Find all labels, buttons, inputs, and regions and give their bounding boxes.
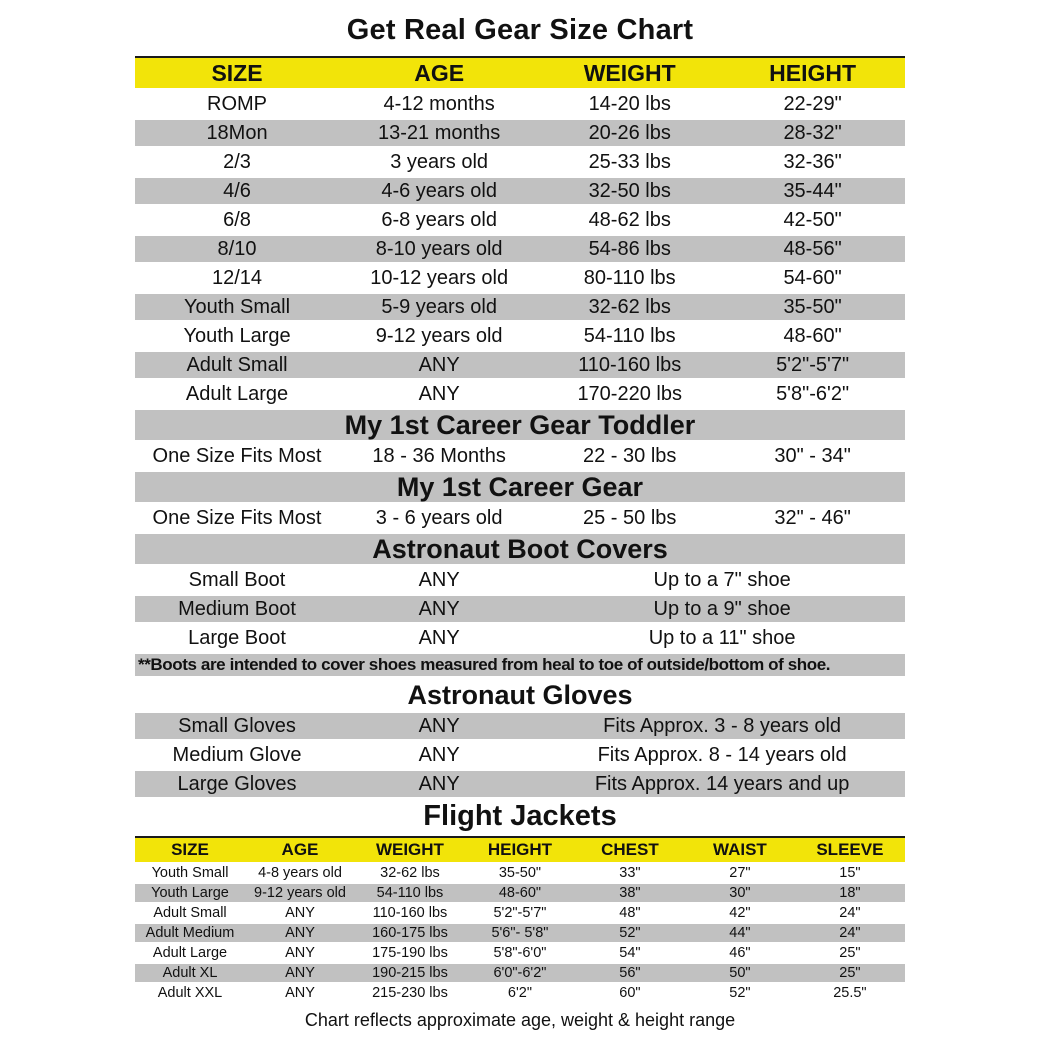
cell: ANY <box>418 773 460 795</box>
chart-disclaimer: Chart reflects approximate age, weight & height range <box>304 1010 736 1030</box>
cell: Youth Small <box>184 296 291 318</box>
table-row <box>135 149 905 175</box>
table-row <box>135 207 905 233</box>
cell: ANY <box>418 383 460 405</box>
cell: 48-60" <box>498 885 542 901</box>
cell: 48-60" <box>783 325 842 347</box>
table-row <box>135 596 905 622</box>
cell: 9-12 years old <box>254 885 346 901</box>
cell: 18" <box>839 885 861 901</box>
table-row <box>135 265 905 291</box>
cell: 9-12 years old <box>375 325 503 347</box>
cell: ANY <box>285 905 315 921</box>
table-row <box>135 884 905 902</box>
cell: Medium Glove <box>172 744 302 766</box>
cell: 6-8 years old <box>381 209 497 231</box>
cell: 48-56" <box>783 238 842 260</box>
cell: ANY <box>285 985 315 1001</box>
cell: ANY <box>285 925 315 941</box>
cell: 35-50" <box>783 296 842 318</box>
cell: Medium Boot <box>178 598 296 620</box>
cell: 28-32" <box>783 122 842 144</box>
cell: One Size Fits Most <box>152 507 322 529</box>
cell: 5'8"-6'0" <box>493 945 547 961</box>
cell: 5-9 years old <box>381 296 497 318</box>
cell: 6'0"-6'2" <box>493 965 547 981</box>
table-row <box>135 381 905 407</box>
cell: Adult Medium <box>145 925 235 941</box>
table-row <box>135 984 905 1002</box>
cell: 215-230 lbs <box>372 985 448 1001</box>
cell: 3 years old <box>390 151 489 173</box>
table-row <box>135 964 905 982</box>
cell: 44" <box>729 925 751 941</box>
cell: Fits Approx. 8 - 14 years old <box>597 744 847 766</box>
cell: 30" <box>729 885 751 901</box>
cell: 32-62 lbs <box>380 865 440 881</box>
cell: 48-62 lbs <box>588 209 671 231</box>
cell: 4-8 years old <box>258 865 342 881</box>
cell: 20-26 lbs <box>588 122 671 144</box>
column-header: WEIGHT <box>375 840 444 859</box>
cell: 15" <box>839 865 861 881</box>
cell: 25" <box>839 965 861 981</box>
cell: 6/8 <box>223 209 251 231</box>
column-header: CHEST <box>601 840 659 859</box>
page-title: Get Real Gear Size Chart <box>346 14 694 46</box>
cell: 25 - 50 lbs <box>583 507 677 529</box>
cell: 8-10 years old <box>375 238 503 260</box>
table-row <box>135 352 905 378</box>
table-row <box>135 178 905 204</box>
cell: 4-6 years old <box>381 180 497 202</box>
cell: 190-215 lbs <box>372 965 448 981</box>
table-row <box>135 236 905 262</box>
cell: 5'6"- 5'8" <box>491 925 549 941</box>
cell: Up to a 7" shoe <box>653 569 791 591</box>
cell: 54-86 lbs <box>588 238 671 260</box>
cell: 30" - 34" <box>774 445 851 467</box>
section-title-jackets: Flight Jackets <box>423 800 617 832</box>
cell: 24" <box>839 905 861 921</box>
cell: 42" <box>729 905 751 921</box>
table-row <box>135 294 905 320</box>
boots-footnote: **Boots are intended to cover shoes measured from heal to toe of outside/bottom of shoe. <box>135 654 905 676</box>
cell: ANY <box>285 965 315 981</box>
cell: 18Mon <box>206 122 268 144</box>
cell: 5'8"-6'2" <box>776 383 850 405</box>
cell: 54-110 lbs <box>376 885 444 901</box>
cell: 12/14 <box>211 267 263 289</box>
cell: 42-50" <box>783 209 842 231</box>
cell: 54-60" <box>783 267 842 289</box>
table-row <box>135 505 905 531</box>
cell: 50" <box>729 965 751 981</box>
table-row <box>135 120 905 146</box>
cell: ANY <box>418 627 460 649</box>
cell: One Size Fits Most <box>152 445 322 467</box>
cell: 18 - 36 Months <box>372 445 506 467</box>
cell: Youth Small <box>151 865 229 881</box>
cell: 110-160 lbs <box>578 354 682 376</box>
cell: 80-110 lbs <box>583 267 676 289</box>
column-header: WAIST <box>712 840 767 859</box>
column-header: HEIGHT <box>487 840 553 859</box>
table-row <box>135 323 905 349</box>
jackets-table-header <box>135 836 905 862</box>
cell: 24" <box>839 925 861 941</box>
cell: 22-29" <box>783 93 842 115</box>
table-row <box>135 771 905 797</box>
cell: Large Boot <box>188 627 286 649</box>
cell: ROMP <box>207 93 268 115</box>
cell: 33" <box>619 865 641 881</box>
cell: Adult Large <box>152 945 228 961</box>
cell: Fits Approx. 14 years and up <box>594 773 850 795</box>
table-row <box>135 625 905 651</box>
cell: 48" <box>619 905 641 921</box>
main-table-header <box>135 56 905 88</box>
cell: 32-50 lbs <box>588 180 671 202</box>
cell: 32-36" <box>783 151 842 173</box>
table-row <box>135 904 905 922</box>
table-row <box>135 443 905 469</box>
column-header: AGE <box>281 840 319 859</box>
table-row <box>135 864 905 882</box>
table-row <box>135 91 905 117</box>
cell: 32" - 46" <box>774 507 851 529</box>
cell: 160-175 lbs <box>372 925 448 941</box>
cell: 4-12 months <box>383 93 495 115</box>
cell: 5'2"-5'7" <box>776 354 850 376</box>
cell: 22 - 30 lbs <box>583 445 677 467</box>
table-row <box>135 944 905 962</box>
column-header: SIZE <box>171 840 209 859</box>
cell: 54" <box>619 945 641 961</box>
cell: ANY <box>418 598 460 620</box>
cell: Adult XL <box>162 965 218 981</box>
cell: 14-20 lbs <box>588 93 671 115</box>
cell: 170-220 lbs <box>577 383 682 405</box>
cell: Adult Small <box>186 354 288 376</box>
section-banner-toddler: My 1st Career Gear Toddler <box>135 410 905 440</box>
column-header: SLEEVE <box>816 840 884 859</box>
section-banner-boots: Astronaut Boot Covers <box>135 534 905 564</box>
cell: Youth Large <box>183 325 291 347</box>
table-row <box>135 924 905 942</box>
table-row <box>135 567 905 593</box>
cell: 27" <box>729 865 751 881</box>
cell: 60" <box>619 985 641 1001</box>
cell: Fits Approx. 3 - 8 years old <box>603 715 842 737</box>
cell: 52" <box>729 985 751 1001</box>
table-row <box>135 742 905 768</box>
cell: 46" <box>729 945 751 961</box>
cell: 32-62 lbs <box>588 296 671 318</box>
column-header: WEIGHT <box>583 60 676 86</box>
cell: 8/10 <box>217 238 257 260</box>
cell: Adult Small <box>153 905 227 921</box>
cell: 4/6 <box>223 180 251 202</box>
cell: ANY <box>418 569 460 591</box>
cell: 54-110 lbs <box>583 325 676 347</box>
cell: Up to a 9" shoe <box>653 598 791 620</box>
cell: Small Gloves <box>178 715 296 737</box>
cell: 52" <box>619 925 641 941</box>
cell: Youth Large <box>151 885 229 901</box>
cell: Adult Large <box>185 383 289 405</box>
section-banner-career: My 1st Career Gear <box>135 472 905 502</box>
cell: 5'2"-5'7" <box>493 905 547 921</box>
cell: ANY <box>418 715 460 737</box>
cell: 6'2" <box>507 985 532 1001</box>
cell: 25.5" <box>833 985 867 1001</box>
cell: Up to a 11" shoe <box>648 627 796 649</box>
cell: 35-44" <box>783 180 842 202</box>
column-header: AGE <box>414 60 465 86</box>
cell: 25-33 lbs <box>588 151 671 173</box>
cell: ANY <box>418 744 460 766</box>
cell: Large Gloves <box>177 773 297 795</box>
cell: 56" <box>619 965 641 981</box>
cell: 10-12 years old <box>370 267 509 289</box>
cell: 35-50" <box>498 865 542 881</box>
column-header: HEIGHT <box>769 60 857 86</box>
size-chart-sheet <box>135 0 905 1032</box>
cell: Small Boot <box>188 569 286 591</box>
cell: 25" <box>839 945 861 961</box>
cell: ANY <box>418 354 460 376</box>
table-row <box>135 713 905 739</box>
cell: Adult XXL <box>157 985 223 1001</box>
cell: 3 - 6 years old <box>375 507 503 529</box>
section-title-gloves: Astronaut Gloves <box>407 680 633 710</box>
cell: 13-21 months <box>377 122 501 144</box>
cell: 175-190 lbs <box>372 945 448 961</box>
cell: 110-160 lbs <box>372 905 448 921</box>
cell: 38" <box>619 885 641 901</box>
column-header: SIZE <box>211 60 263 86</box>
cell: 2/3 <box>223 151 251 173</box>
cell: ANY <box>285 945 315 961</box>
